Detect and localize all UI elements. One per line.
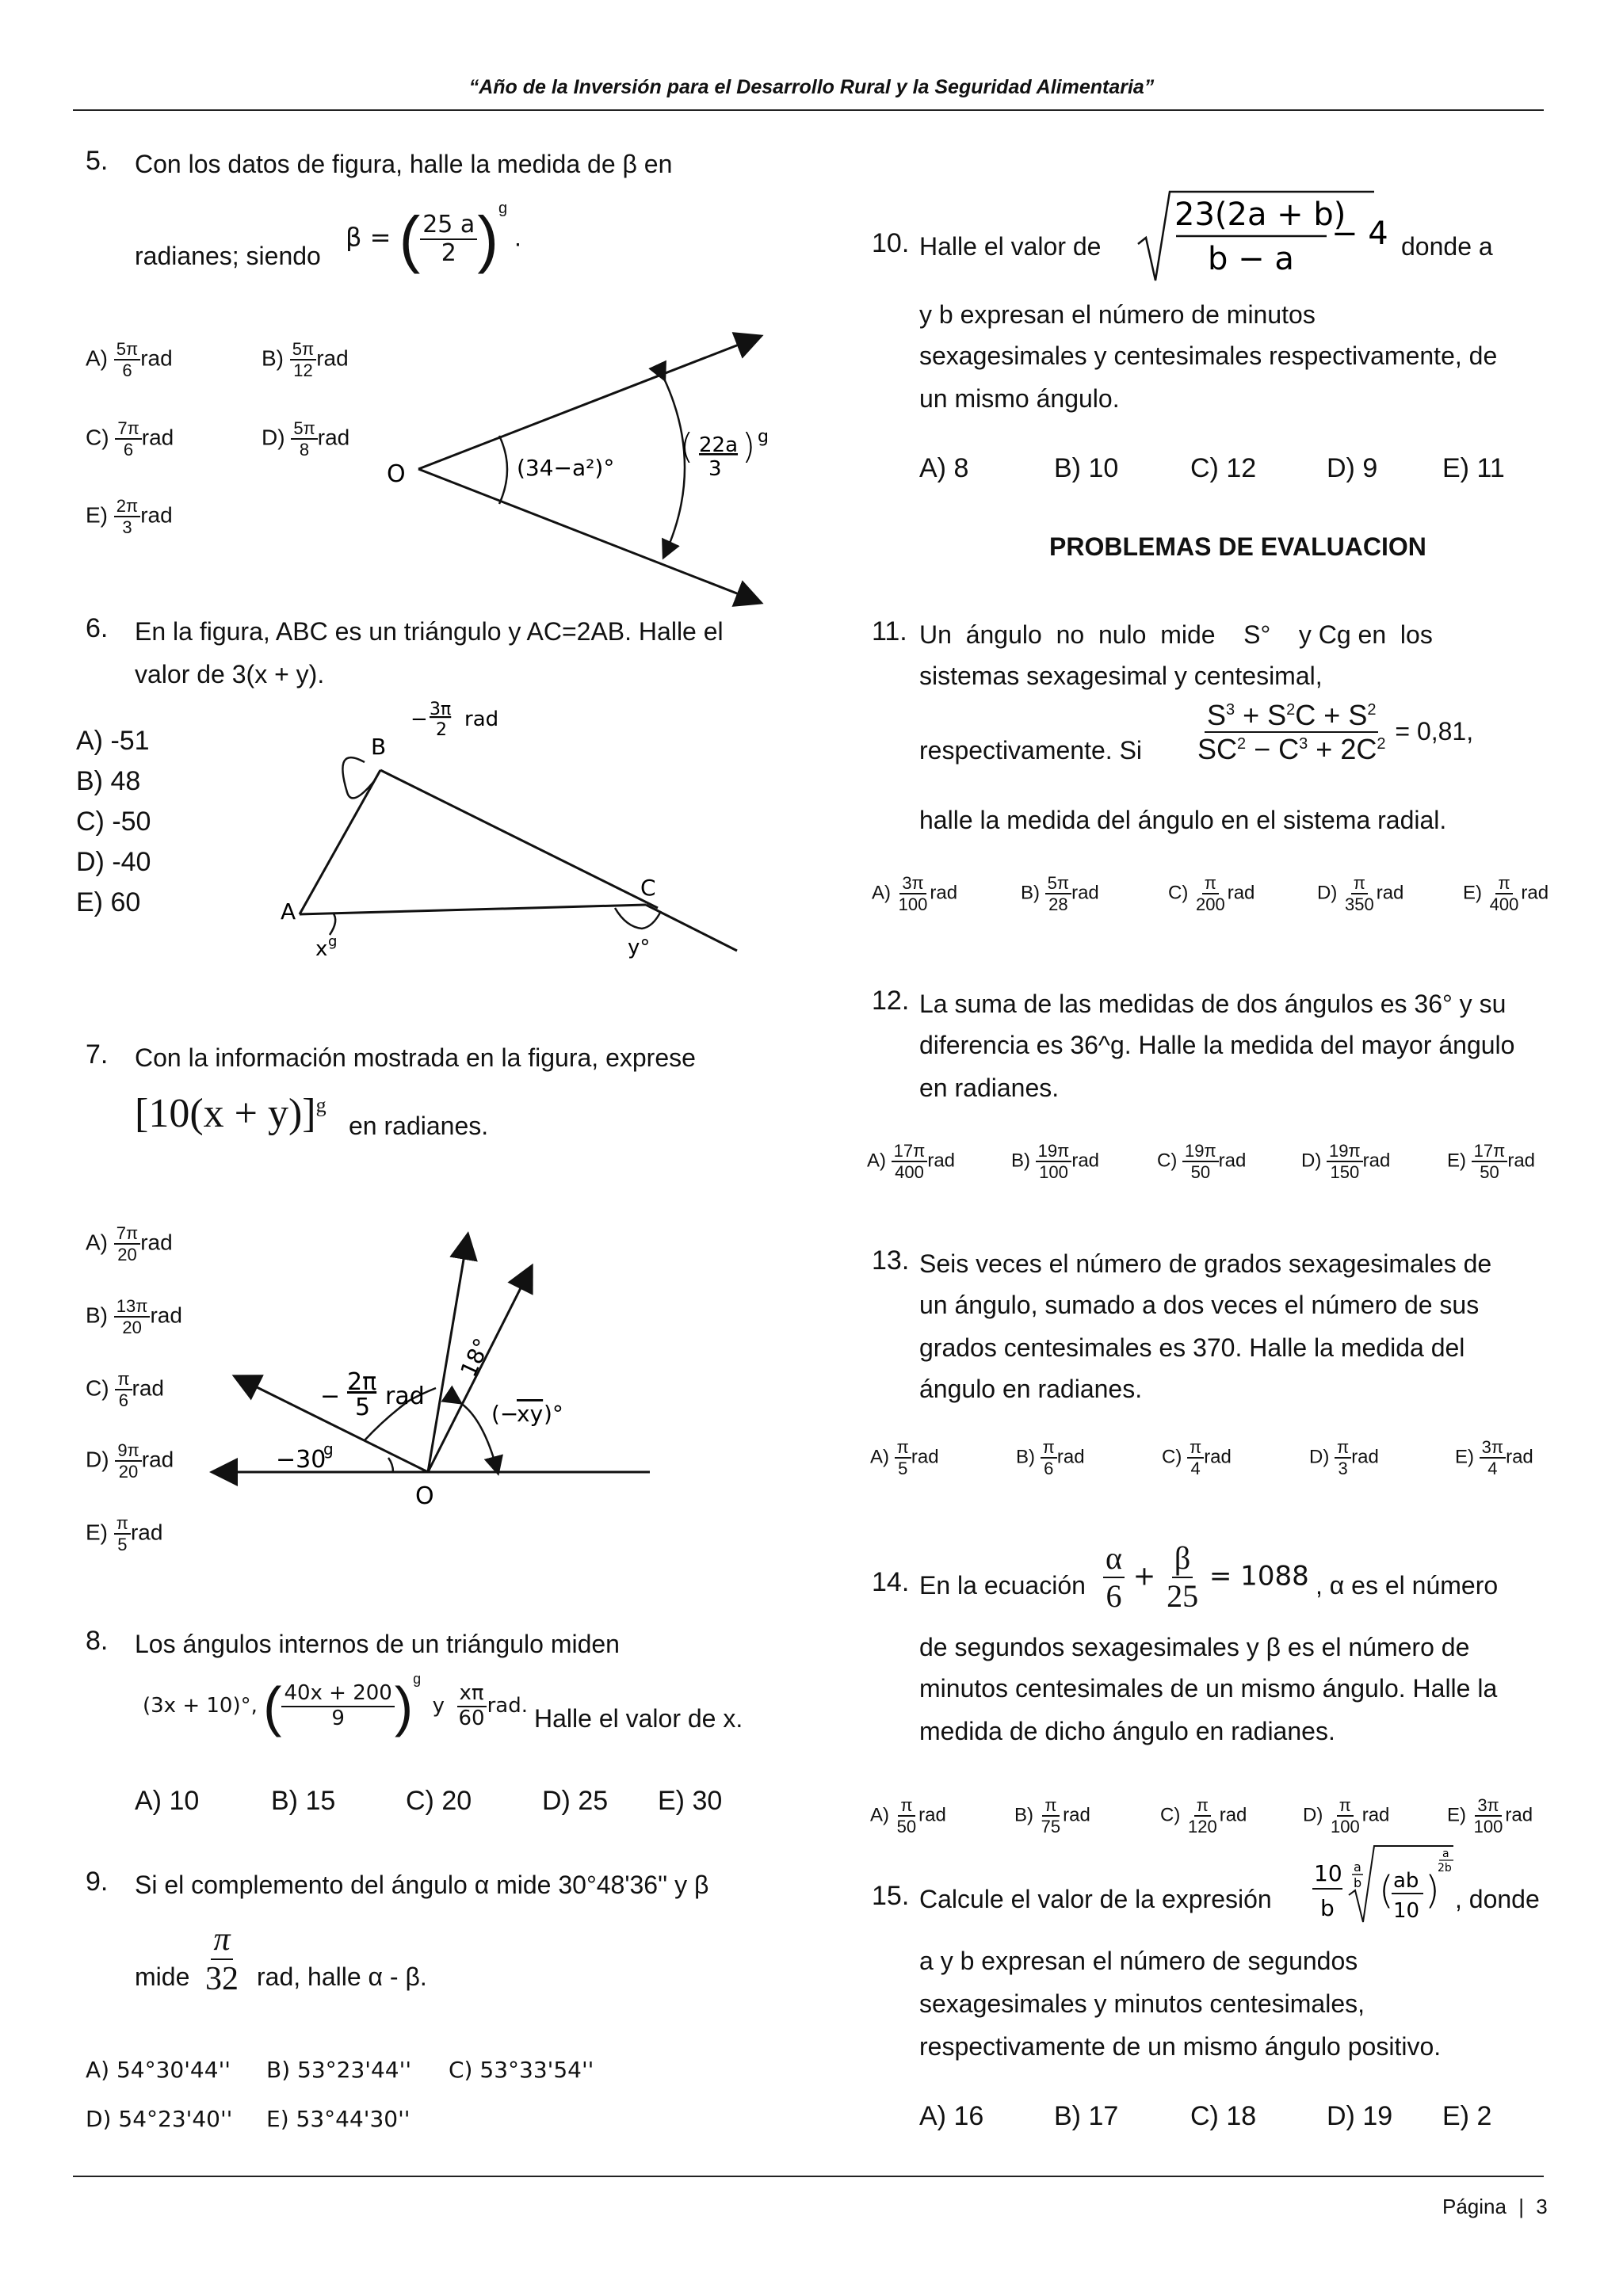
q6-option-b[interactable]: B) 48 — [76, 766, 141, 796]
q10-option-c[interactable]: C) 12 — [1190, 453, 1257, 483]
q14-option-c[interactable]: C) $\frac{\pi}{120}$ rad — [1160, 1795, 1247, 1837]
q9-number: 9. — [86, 1867, 109, 1897]
svg-text:a: a — [1442, 1848, 1449, 1860]
q10-text-1b: donde a — [1401, 232, 1493, 261]
q7-option-a[interactable]: A) $\frac{7\pi}{20}$ rad — [86, 1223, 173, 1265]
q7-expression: $[10(x + y)]^g$ — [135, 1091, 327, 1136]
svg-text:b: b — [1320, 1895, 1335, 1921]
q8-option-b[interactable]: B) 15 — [271, 1786, 336, 1816]
q10-option-e[interactable]: E) 11 — [1442, 453, 1505, 483]
q5-option-b[interactable]: B) $\frac{5\pi}{12}$ rad — [262, 339, 349, 381]
q9-text: Si el complemento del ángulo α mide 30°48'36'' y β — [135, 1871, 709, 1899]
q6-figure — [269, 697, 745, 967]
q11-option-b[interactable]: B) $\frac{5\pi}{28}$ rad — [1021, 873, 1099, 915]
q12-option-d[interactable]: D) $\frac{19\pi}{150}$ rad — [1301, 1141, 1391, 1183]
svg-text:(: ( — [680, 426, 694, 467]
q10-text-2: y b expresan el número de minutos — [919, 300, 1316, 329]
page-header: “Año de la Inversión para el Desarrollo Rural y la Seguridad Alimentaria” — [468, 76, 1155, 98]
q15-text-3: sexagesimales y minutos centesimales, — [919, 1989, 1365, 2018]
q9-fraction — [203, 1920, 241, 1999]
q9-frac-den: 32 — [205, 1961, 239, 1998]
q12-number: 12. — [872, 986, 910, 1016]
q9-option-e[interactable]: E) 53°44'30'' — [266, 2106, 411, 2132]
svg-text:xy: xy — [517, 1401, 544, 1427]
q11-option-e[interactable]: E) $\frac{\pi}{400}$ rad — [1463, 873, 1549, 915]
q11-text-2: sistemas sexagesimal y centesimal, — [919, 662, 1323, 690]
section-title: PROBLEMAS DE EVALUACION — [1049, 532, 1426, 561]
svg-text:b: b — [1354, 1875, 1362, 1890]
q6-option-e[interactable]: E) 60 — [76, 887, 141, 917]
q12-option-b[interactable]: B) $\frac{19\pi}{100}$ rad — [1011, 1141, 1100, 1183]
svg-text:g: g — [328, 933, 338, 950]
q11-number: 11. — [872, 616, 907, 646]
svg-text:g: g — [758, 427, 769, 447]
q13-option-b[interactable]: B) $\frac{\pi}{6}$ rad — [1016, 1437, 1085, 1479]
q6-label-b: B — [371, 734, 387, 760]
q6-option-a[interactable]: A) -51 — [76, 726, 150, 756]
svg-text:): ) — [1425, 1868, 1440, 1913]
q5-option-e[interactable]: E) $\frac{2\pi}{3}$ rad — [86, 496, 173, 538]
svg-text:y°: y° — [628, 936, 651, 959]
footer-rule — [73, 2176, 1544, 2177]
q5-option-a[interactable]: A) $\frac{5\pi}{6}$ rad — [86, 339, 173, 381]
q14-option-b[interactable]: B) $\frac{\pi}{75}$ rad — [1014, 1795, 1090, 1837]
q15-text-1a: Calcule el valor de la expresión — [919, 1885, 1272, 1913]
svg-text:2b: 2b — [1438, 1862, 1452, 1875]
q12-option-e[interactable]: E) $\frac{17\pi}{50}$ rad — [1447, 1141, 1536, 1183]
q10-text-1a: Halle el valor de — [919, 232, 1102, 261]
q11-option-d[interactable]: D) $\frac{\pi}{350}$ rad — [1317, 873, 1404, 915]
q5-option-c[interactable]: C) $\frac{7\pi}{6}$ rad — [86, 418, 174, 460]
q15-option-b[interactable]: B) 17 — [1054, 2101, 1119, 2131]
q14-option-a[interactable]: A) $\frac{\pi}{50}$ rad — [870, 1795, 946, 1837]
q15-text-2: a y b expresan el número de segundos — [919, 1947, 1358, 1975]
q12-text-2: diferencia es 36^g. Halle la medida del mayor ángulo — [919, 1031, 1515, 1059]
svg-text:(−: (− — [491, 1401, 519, 1427]
q9-option-a[interactable]: A) 54°30'44'' — [86, 2057, 231, 2083]
q7-option-b[interactable]: B) $\frac{13\pi}{20}$ rad — [86, 1296, 182, 1338]
q13-option-d[interactable]: D) $\frac{\pi}{3}$ rad — [1309, 1437, 1379, 1479]
q7-option-c[interactable]: C) $\frac{\pi}{6}$ rad — [86, 1369, 164, 1411]
q10-number: 10. — [872, 228, 910, 258]
header-rule — [73, 109, 1544, 111]
q5-text-2: radianes; siendo — [135, 242, 321, 270]
q14-text-4: medida de dicho ángulo en radianes. — [919, 1717, 1335, 1745]
q6-label-a: A — [281, 898, 296, 925]
q12-option-a[interactable]: A) $\frac{17\pi}{400}$ rad — [867, 1141, 956, 1183]
svg-text:3π: 3π — [430, 700, 452, 719]
svg-text:3: 3 — [708, 457, 722, 481]
svg-text:2π: 2π — [347, 1368, 377, 1396]
footer-page — [1442, 2195, 1548, 2219]
svg-text:rad: rad — [385, 1383, 425, 1410]
svg-text:g: g — [323, 1440, 334, 1459]
q10-text-3: sexagesimales y centesimales respectivamente, de — [919, 341, 1498, 370]
q14-option-e[interactable]: E) $\frac{3\pi}{100}$ rad — [1447, 1795, 1533, 1837]
q11-formula: $\frac{S^3 + S^2C + S^2}{SC^2 - C^3 + 2C^2}$ = 0,81, — [1197, 699, 1474, 766]
q8-option-a[interactable]: A) 10 — [135, 1786, 200, 1816]
q12-option-c[interactable]: C) $\frac{19\pi}{50}$ rad — [1157, 1141, 1247, 1183]
q12-text-1: La suma de las medidas de dos ángulos es 36° y su — [919, 990, 1507, 1018]
q5-vertex-label: O — [387, 460, 406, 488]
q8-text-tail: Halle el valor de x. — [534, 1704, 743, 1733]
q9-option-b[interactable]: B) 53°23'44'' — [266, 2057, 412, 2083]
q8-option-e[interactable]: E) 30 — [658, 1786, 723, 1816]
q6-options — [76, 721, 151, 923]
footer-page-label: Página — [1442, 2195, 1507, 2218]
svg-text:22a: 22a — [699, 433, 739, 457]
q15-option-d[interactable]: D) 19 — [1327, 2101, 1393, 2131]
svg-text:(: ( — [1379, 1868, 1394, 1913]
q13-text-4: ángulo en radianes. — [919, 1375, 1143, 1403]
q15-text-4: respectivamente de un mismo ángulo positivo. — [919, 2032, 1442, 2061]
q9-option-d[interactable]: D) 54°23'40'' — [86, 2106, 233, 2132]
q6-label-c: C — [640, 875, 656, 901]
q14-formula: $\frac{\alpha}{6}$ + $\frac{\beta}{25}$ = 1088 — [1103, 1540, 1309, 1615]
q5-option-d[interactable]: D) $\frac{5\pi}{8}$ rad — [262, 418, 350, 460]
q9-frac-num: π — [211, 1920, 232, 1960]
q13-text-1: Seis veces el número de grados sexagesimales de — [919, 1249, 1492, 1278]
q5-number: 5. — [86, 146, 109, 176]
svg-text:−: − — [320, 1383, 341, 1410]
q7-option-d[interactable]: D) $\frac{9\pi}{20}$ rad — [86, 1440, 174, 1482]
q11-text-3: respectivamente. Si — [919, 736, 1143, 765]
q10-text-4: un mismo ángulo. — [919, 384, 1120, 413]
q10-radical — [1135, 187, 1388, 290]
q7-vertex-label: O — [415, 1482, 434, 1510]
q11-option-c[interactable]: C) $\frac{\pi}{200}$ rad — [1168, 873, 1255, 915]
q6-number: 6. — [86, 613, 109, 643]
q7-figure — [206, 1220, 666, 1521]
q15-option-e[interactable]: E) 2 — [1442, 2101, 1492, 2131]
q5-angle-arc-inner — [499, 436, 507, 504]
q8-number: 8. — [86, 1626, 109, 1656]
q15-option-c[interactable]: C) 18 — [1190, 2101, 1257, 2131]
q7-text-2: en radianes. — [349, 1112, 489, 1140]
q9-text-2b: rad, halle α - β. — [257, 1962, 427, 1991]
q12-text-3: en radianes. — [919, 1074, 1060, 1102]
footer-page-number: 3 — [1536, 2195, 1548, 2218]
q5-figure — [380, 317, 792, 610]
q13-option-c[interactable]: C) $\frac{\pi}{4}$ rad — [1162, 1437, 1232, 1479]
q7-number: 7. — [86, 1039, 109, 1070]
svg-text:a: a — [1354, 1859, 1361, 1875]
q15-option-a[interactable]: A) 16 — [919, 2101, 984, 2131]
q11-text-4: halle la medida del ángulo en el sistema radial. — [919, 806, 1447, 834]
q7-option-e[interactable]: E) $\frac{\pi}{5}$ rad — [86, 1513, 163, 1555]
q9-text-2a: mide — [135, 1962, 190, 1991]
q14-text-3: minutos centesimales de un mismo ángulo. Halle la — [919, 1674, 1498, 1703]
q14-text-1b: , α es el número — [1316, 1571, 1499, 1600]
svg-text:23(2a + b): 23(2a + b) — [1174, 196, 1346, 233]
svg-text:10: 10 — [1393, 1899, 1420, 1923]
q5-ray-lower — [418, 469, 759, 602]
q15-text-1b: , donde — [1455, 1885, 1540, 1913]
q11-text-1: Un ángulo no nulo mide S° y Cg en los — [919, 620, 1433, 649]
q6-option-d[interactable]: D) -40 — [76, 847, 151, 877]
q13-number: 13. — [872, 1245, 910, 1276]
q7-text: Con la información mostrada en la figura, exprese — [135, 1043, 696, 1072]
svg-text:−30: −30 — [276, 1446, 327, 1474]
q13-option-e[interactable]: E) $\frac{3\pi}{4}$ rad — [1455, 1437, 1533, 1479]
q14-number: 14. — [872, 1567, 910, 1597]
q5-formula: β = ( $\frac{25 a}{2}$ )$^g$ . — [346, 199, 521, 274]
q13-text-3: grados centesimales es 370. Halle la medida del — [919, 1333, 1465, 1362]
footer-separator: | — [1518, 2195, 1524, 2218]
svg-text:10: 10 — [1314, 1860, 1342, 1886]
q9-option-c[interactable]: C) 53°33'54'' — [449, 2057, 594, 2083]
svg-text:): ) — [742, 426, 756, 467]
q8-text: Los ángulos internos de un triángulo miden — [135, 1630, 620, 1658]
svg-text:2: 2 — [436, 720, 447, 740]
svg-text:b − a: b − a — [1208, 241, 1294, 277]
q8-angles: (3x + 10)°, ( $\frac{40x + 200}{9}$ )$^g$ y $\frac{x\pi}{60}$ rad. — [143, 1671, 528, 1737]
svg-text:)°: )° — [544, 1401, 563, 1427]
q15-number: 15. — [872, 1881, 910, 1911]
svg-text:5: 5 — [355, 1394, 371, 1421]
q14-text-2: de segundos sexagesimales y β es el número de — [919, 1633, 1470, 1661]
svg-text:18°: 18° — [455, 1334, 496, 1381]
svg-text:−: − — [411, 707, 428, 731]
svg-text:ab: ab — [1393, 1869, 1419, 1893]
q13-text-2: un ángulo, sumado a dos veces el número de sus — [919, 1291, 1480, 1319]
q10-option-b[interactable]: B) 10 — [1054, 453, 1119, 483]
q8-option-c[interactable]: C) 20 — [406, 1786, 472, 1816]
q15-formula — [1308, 1840, 1466, 1935]
q5-angle-arc-outer — [664, 379, 685, 556]
q14-option-d[interactable]: D) $\frac{\pi}{100}$ rad — [1303, 1795, 1390, 1837]
q8-option-d[interactable]: D) 25 — [542, 1786, 609, 1816]
q5-text: Con los datos de figura, halle la medida de β en — [135, 150, 673, 178]
svg-text:rad: rad — [464, 707, 499, 731]
q5-angle1-label: (34−a²)° — [517, 455, 615, 481]
q10-option-a[interactable]: A) 8 — [919, 453, 969, 483]
q13-option-a[interactable]: A) $\frac{\pi}{5}$ rad — [870, 1437, 939, 1479]
svg-text:x: x — [315, 937, 328, 961]
q14-text-1a: En la ecuación — [919, 1571, 1086, 1600]
q6-text: En la figura, ABC es un triángulo y AC=2AB. Halle el valor de 3(x + y). — [135, 617, 724, 688]
q10-option-d[interactable]: D) 9 — [1327, 453, 1378, 483]
q11-option-a[interactable]: A) $\frac{3\pi}{100}$ rad — [872, 873, 958, 915]
q6-option-c[interactable]: C) -50 — [76, 807, 151, 837]
svg-text:− 4: − 4 — [1331, 215, 1388, 252]
